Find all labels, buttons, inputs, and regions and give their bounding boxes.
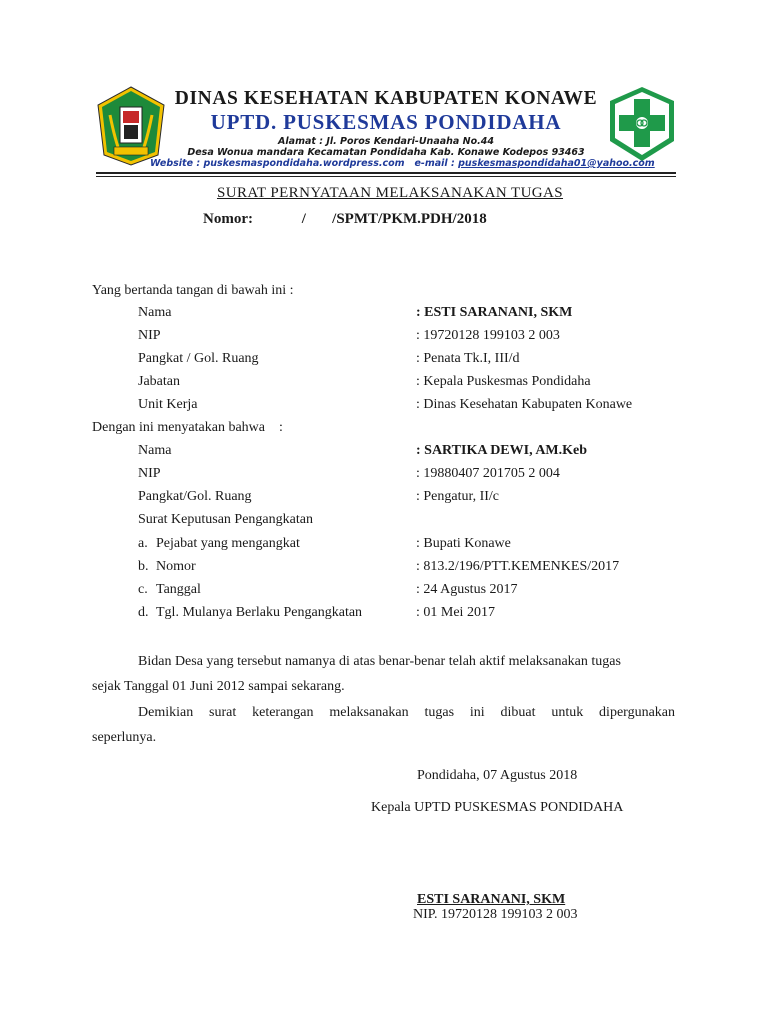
sk-date-label: Tanggal	[156, 582, 201, 597]
signer-position-value: : Kepala Puskesmas Pondidaha	[416, 374, 591, 389]
address-line-1: Alamat : Jl. Poros Kendari-Unaaha No.44	[278, 136, 494, 147]
puskesmas-cross-logo-icon	[608, 85, 676, 163]
unit-name: UPTD. PUSKESMAS PONDIDAHA	[210, 110, 562, 134]
signature-name: ESTI SARANANI, SKM	[417, 892, 566, 907]
website-link[interactable]: puskesmaspondidaha.wordpress.com	[203, 158, 405, 169]
sk-heading: Surat Keputusan Pengangkatan	[138, 512, 313, 527]
statement-paragraph-line1: Bidan Desa yang tersebut namanya di atas benar-benar telah aktif melaksanakan tugas	[138, 654, 621, 669]
statement-paragraph-line2: sejak Tanggal 01 Juni 2012 sampai sekarang.	[92, 679, 345, 694]
signer-intro: Yang bertanda tangan di bawah ini :	[92, 283, 294, 298]
signer-name-value: : ESTI SARANANI, SKM	[416, 305, 573, 320]
website-label: Website :	[150, 158, 201, 169]
signer-title: Kepala UPTD PUSKESMAS PONDIDAHA	[371, 800, 624, 815]
email-link[interactable]: puskesmaspondidaha01@yahoo.com	[458, 158, 655, 169]
konawe-regency-emblem-icon	[96, 85, 166, 167]
subject-nip-value: : 19880407 201705 2 004	[416, 466, 560, 481]
sk-date-value: : 24 Agustus 2017	[416, 582, 518, 597]
signature-nip: NIP. 19720128 199103 2 003	[413, 907, 578, 922]
closing-paragraph-line1: Demikian surat keterangan melaksanakan tugas ini dibuat untuk dipergunakan	[138, 705, 675, 720]
sk-item-marker: c.	[138, 582, 148, 597]
sk-item-marker: b.	[138, 559, 149, 574]
sk-number-label: Nomor	[156, 559, 196, 574]
signer-nip-value: : 19720128 199103 2 003	[416, 328, 560, 343]
signer-rank-value: : Penata Tk.I, III/d	[416, 351, 520, 366]
subject-nip-label: NIP	[138, 466, 161, 481]
signer-position-label: Jabatan	[138, 374, 180, 389]
signer-unit-value: : Dinas Kesehatan Kabupaten Konawe	[416, 397, 633, 412]
subject-rank-label: Pangkat/Gol. Ruang	[138, 489, 252, 504]
sk-appointing-official-label: Pejabat yang mengangkat	[156, 536, 300, 551]
subject-name-label: Nama	[138, 443, 172, 458]
closing-paragraph-line2: seperlunya.	[92, 730, 157, 745]
signer-nip-label: NIP	[138, 328, 161, 343]
subject-name-value: : SARTIKA DEWI, AM.Keb	[416, 443, 588, 458]
sk-item-marker: d.	[138, 605, 149, 620]
address-line-2: Desa Wonua mandara Kecamatan Pondidaha Kab. Konawe Kodepos 93463	[187, 147, 585, 158]
signer-name-label: Nama	[138, 305, 172, 320]
agency-name: DINAS KESEHATAN KABUPATEN KONAWE	[174, 88, 598, 109]
subject-intro: Dengan ini menyatakan bahwa :	[92, 420, 283, 435]
sk-effective-date-label: Tgl. Mulanya Berlaku Pengangkatan	[156, 605, 363, 620]
contact-line	[150, 158, 655, 169]
email-label: e-mail :	[414, 158, 455, 169]
signer-unit-label: Unit Kerja	[138, 397, 198, 412]
sk-item-marker: a.	[138, 536, 148, 551]
document-title: SURAT PERNYATAAN MELAKSANAKAN TUGAS	[216, 185, 564, 201]
sk-appointing-official-value: : Bupati Konawe	[416, 536, 511, 551]
sk-effective-date-value: : 01 Mei 2017	[416, 605, 495, 620]
header-divider-thick	[96, 172, 676, 174]
header-divider-thin	[96, 176, 676, 177]
subject-rank-value: : Pengatur, II/c	[416, 489, 500, 504]
place-date: Pondidaha, 07 Agustus 2018	[417, 768, 578, 783]
sk-number-value: : 813.2/196/PTT.KEMENKES/2017	[416, 559, 620, 574]
document-number: Nomor: / /SPMT/PKM.PDH/2018	[203, 211, 487, 227]
signer-rank-label: Pangkat / Gol. Ruang	[138, 351, 259, 366]
